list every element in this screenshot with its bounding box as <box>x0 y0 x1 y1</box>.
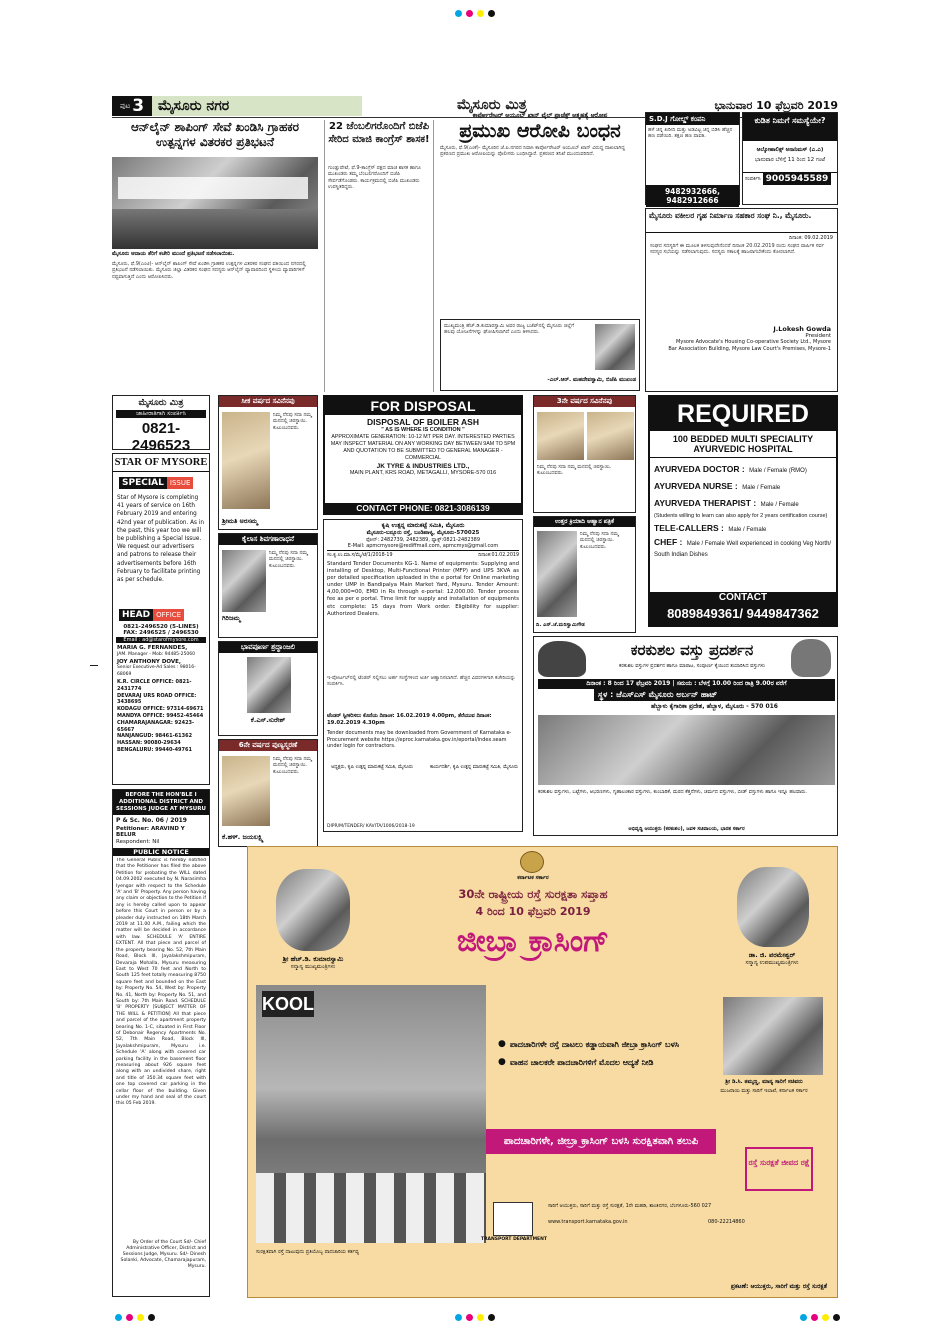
craft-title: ಕರಕುಶಲ ವಸ್ತು ಪ್ರದರ್ಶನ <box>630 641 754 659</box>
coop-title: ಮೈಸೂರು ವಕೀಲರ ಗೃಹ ನಿರ್ಮಾಣ ಸಹಕಾರ ಸಂಘ ನಿ., ಮೈಸೂರು. <box>646 209 837 233</box>
craft-venue: ಸ್ಥಳ : ಜೆಎಸ್‌ಎಸ್ ಮೈಸೂರು ಅರ್ಬನ್ ಹಾಟ್ <box>594 689 835 701</box>
obit-photo <box>222 412 270 509</box>
contact-line: BENGALURU: 99440-49761 <box>117 746 192 753</box>
govt-label: ಕರ್ನಾಟಕ ಸರ್ಕಾರ <box>517 875 549 881</box>
obit-photo <box>537 412 584 460</box>
tender-date: ದಿನಾಂಕ:01.02.2019 <box>478 553 519 558</box>
ad-for-disposal <box>323 395 523 515</box>
ad-star-of-mysore <box>112 453 210 785</box>
contact-line: MANDYA OFFICE: 99452-45464 <box>117 712 204 719</box>
zebra-stripes <box>256 1173 486 1243</box>
craft-sub: ಕರಕುಶಲ ವಸ್ತುಗಳ ಪ್ರದರ್ಶನ ಹಾಗೂ ಮಾರಾಟ, ಸಂಪೂರ್ಣ ಕೈಯಿಂದ ತಯಾರಿಸಿದ ವಸ್ತುಗಳು <box>618 663 766 669</box>
govt-emblem <box>520 851 544 873</box>
story-kicker: ಕಾರ್ಪೋರೇಟರ್ ಅಯೂಬ್ ಖಾನ್ ವೈಲ್ ಪ್ರಾಜೆಕ್ಟ್ ಆತ್ಮಹತ್ಯೆ ಆರೋಪ <box>472 112 608 119</box>
required-note: (Students willing to learn can also apply for 2 years certification course) <box>654 513 828 519</box>
obituary-1 <box>218 395 318 530</box>
bullet-2: ವಾಹನ ಚಾಲಕರೇ ಪಾದಚಾರಿಗಳಿಗೆ ಮೊದಲ ಆದ್ಯತೆ ನೀಡಿ <box>509 1058 654 1067</box>
disposal-addr: MAIN PLANT, KRS ROAD, METAGALLI, MYSORE-570 016 <box>349 470 497 476</box>
contact-line: MARIA G. FERNANDES, <box>117 645 188 651</box>
badge-brand: ಮೈಸೂರು ಮಿತ್ರ <box>138 398 184 408</box>
sdj-phones: 9482932666, 9482912666 <box>646 185 739 207</box>
obituary-2 <box>218 533 318 638</box>
court-public-notice <box>112 789 210 1297</box>
tender-dates: ಟೆಂಡರ್ ಸ್ವೀಕರಿಸಲು ಕೊನೆಯ ದಿನಾಂಕ: 16.02.2019 4.00pm, ತೆರೆಯುವ ದಿನಾಂಕ: 19.02.2019 4.30pm <box>327 713 492 726</box>
bullet-1: ಪಾದಚಾರಿಗಳೇ ರಸ್ತೆ ದಾಟಲು ಕಡ್ಡಾಯವಾಗಿ ಜೀಬ್ರಾ ಕ್ರಾಸಿಂಗ್ ಬಳಸಿ <box>509 1040 680 1049</box>
disposal-sub: DISPOSAL OF BOILER ASH <box>367 417 479 427</box>
caption-strip: ಸುರಕ್ಷಿತವಾಗಿ ರಸ್ತೆ ದಾಟುವುದು ಪ್ರತಿಯೊಬ್ಬ ಪಾದಚಾರಿಯ ಕರ್ತವ್ಯ <box>256 1249 359 1255</box>
pot-graphic <box>791 639 831 677</box>
contact-line: K.R. CIRCLE OFFICE: 0821-2431774 <box>117 678 192 692</box>
minister-name: ಶ್ರೀ ಡಿ.ಸಿ. ತಮ್ಮಣ್ಣ, ಮಾನ್ಯ ಸಾರಿಗೆ ಸಚಿವರು <box>725 1079 803 1085</box>
star-logo: STAR OF MYSORE <box>113 454 209 472</box>
quote-byline: -ಎಲ್.ಆರ್. ಮಹದೇವಸ್ವಾಮಿ, ಬಿಜೆಪಿ ಮುಖಂಡ <box>547 377 636 383</box>
protest-photo <box>112 157 318 249</box>
page-prefix: ಪುಟ <box>119 101 131 110</box>
quote-portrait <box>595 324 635 370</box>
court-sign: By Order of the Court Sd/- Chief Administrative Officer, District and Sessions Judge, Mysuru. Sd/- Dinesh Solanki, Advocate, Chamarajapuram, Mysuru. <box>120 1240 206 1269</box>
contact-line: DEVARAJ URS ROAD OFFICE: 3438695 <box>117 692 197 706</box>
court-notice-heading: PUBLIC NOTICE <box>113 848 209 856</box>
special-label: SPECIAL <box>119 477 167 489</box>
obituary-4 <box>218 739 318 847</box>
obituary-6 <box>533 516 636 633</box>
contact-line: CHAMARAJANAGAR: 92423-65667 <box>117 719 195 733</box>
disposal-title: FOR DISPOSAL <box>325 397 521 415</box>
craft-addr: ಹೆಬ್ಬಾಳು ಕೈಗಾರಿಕಾ ಪ್ರದೇಶ, ಹೆಬ್ಬಾಳ, ಮೈಸೂರು - 570 016 <box>651 703 778 710</box>
obit-name: ಕೆ.ಹಳ್. ಜಯಲಕ್ಷ್ಮಿ <box>222 833 264 841</box>
head-tag: OFFICE <box>153 609 184 621</box>
required-sub2: AYURVEDIC HOSPITAL <box>650 444 836 458</box>
obit-photo <box>587 412 634 460</box>
ad-craft-exhibition <box>533 636 838 836</box>
head-label: HEAD <box>119 609 153 621</box>
obit-text: ನಿಮ್ಮ ನೆನಪು ಸದಾ ನಮ್ಮ ಮನದಲ್ಲಿ ಚಿರಸ್ಥಾಯಿ. ಕುಟುಂಬದವರು. <box>273 412 312 431</box>
story-bjp-joining <box>324 120 434 392</box>
role-detail: Male / Female <box>742 485 781 491</box>
tender-sign-right: ಕಾರ್ಯದರ್ಶಿ, ಕೃಷಿ ಉತ್ಪನ್ನ ಮಾರುಕಟ್ಟೆ ಸಮಿತಿ, ಮೈಸೂರು <box>429 764 519 770</box>
court-title: BEFORE THE HON'BLE I ADDITIONAL DISTRICT AND SESSIONS JUDGE AT MYSURU <box>113 790 209 815</box>
badge-sub: ಜಾಹೀರಾತಿಗಾಗಿ ಸಂಪರ್ಕಿಸಿ <box>116 410 206 418</box>
aa-sub1: ಆಲ್ಕೋಹಾಲಿಕ್ಸ್ ಅನಾನಿಮಸ್ (ಎ.ಎ) <box>756 147 824 153</box>
tender-dipr: DIPR/M/TENDER/ KAVITA/1006/2018-19 <box>327 824 415 829</box>
page-number-block <box>112 96 152 116</box>
court-petitioner: Petitioner: ARAVIND Y BELUR <box>116 826 185 838</box>
star-fax: FAX: 2496525 / 2496530 <box>123 630 199 636</box>
aa-phone: 9005945589 <box>763 173 832 185</box>
dcm-portrait <box>737 867 809 947</box>
dcm-title: ಸನ್ಮಾನ್ಯ ಉಪಮುಖ್ಯಮಂತ್ರಿಗಳು <box>745 960 799 966</box>
dcm-name: ಡಾ. ಜಿ. ಪರಮೇಶ್ವರ್ <box>748 951 796 959</box>
star-phones: 0821-2496520 (5-LINES) <box>123 624 199 630</box>
story-headline: 22 ಜೆಂಬಲಿಗರೊಂದಿಗೆ ಬಿಜೆಪಿ ಸೇರಿದ ಮಾಜಿ ಕಾಂಗ್ರೆಸ್ ಶಾಸಕ! <box>328 121 430 145</box>
required-title: REQUIRED <box>650 397 836 431</box>
obit-text: ನಿಮ್ಮ ನೆನಪು ಸದಾ ನಮ್ಮ ಮನದಲ್ಲಿ ಚಿರಸ್ಥಾಯಿ. ಕುಟುಂಬದವರು. <box>269 550 308 569</box>
bottom-banner: ಪಾದಚಾರಿಗಳೇ, ಜೀಬ್ರಾ ಕ್ರಾಸಿಂಗ್ ಬಳಸಿ ಸುರಕ್ಷಿತವಾಗಿ ತಲುಪಿ <box>486 1129 716 1154</box>
obit-title: ಭಾವಪೂರ್ಣ ಶ್ರದ್ಧಾಂಜಲಿ <box>219 642 317 653</box>
disposal-quote: " AS IS WHERE IS CONDITION " <box>381 427 465 433</box>
role-detail: Male / Female <box>760 502 799 508</box>
court-case: P & Sc. No. 06 / 2019 <box>116 817 187 824</box>
contact-line: KODAGU OFFICE: 97314-69671 <box>117 706 204 713</box>
zebra-headline: ಜೀಬ್ರಾ ಕ್ರಾಸಿಂಗ್ <box>456 924 610 959</box>
court-body: The General Public is hereby notified that the Petitioner has filed the above Petition for probating the WILL dated 04.09.2002 executed by N. Narasimha Iyengar with respect to the Schedule 'A' and 'B' Property. Any person having any claim or objection to the Petition if any is hereby called upon to appear before this Court in person or by a pleader duly instructed on 18th March 2019 at 11.00 A.M., failing which the matter will be decided in accordance with law. SCHEDULE 'A' ENTIRE EXTENT. All that piece and parcel of the property bearing No. 52, 7th Main Road, Block III, Jayalakshmipuram, Devaraja Mohalla, Mysuru measuring East to West 70 feet and North to South 125 feet totally measuring 8750 square feet and bounded on the East by: Property No. 54, West by: Property No. 41, North by: Property No. 51, and South by: 7th Main Road. SCHEDULE 'B' PROPERTY [SUBJECT MATTER OF THE WILL & PETITION] All that piece and parcel of the apartment property bearing No. 1-C, situated in First Floor of Debonair Regency Apartments No. 52, 7th Main Road, Block III, Jayalakshmipuram, Mysuru i.e. Schedule 'A' along with covered car parking facility in the basement floor measuring about 926 square feet along with an undivided share, right and title of 350.34 square feet with one top covered car parking in the cellar floor of the building. Given under my hand and seal of the court this 05 Feb 2019. <box>116 858 206 1107</box>
role-detail: Male / Female (RMO) <box>749 468 807 474</box>
sdj-title: S.D.J ಗೋಲ್ಡ್ ಕಂಪನಿ <box>646 113 739 125</box>
contact-line: HASSAN: 90080-29634 <box>117 740 181 747</box>
quote-body: ಮುಖ್ಯಮಂತ್ರಿ ಹೆಚ್.ಡಿ.ಕುಮಾರಸ್ವಾಮಿ ಅವರ ರಾಜ್ಯ ಬಜೆಟ್‌ನಲ್ಲಿ ಮೈಸೂರು ಜಿಲ್ಲೆಗೆ ಹಲವು ಯೋಜನೆಗಳನ್ನು ಘೋಷಿಸಲಾಗಿದೆ ಎಂದು ತಿಳಿಸಿದರು. <box>444 323 575 336</box>
section-title: ಮೈಸೂರು ನಗರ <box>158 98 230 114</box>
required-contact-label: CONTACT <box>650 592 836 603</box>
contact-line: JOY ANTHONY DOVE, <box>117 658 182 665</box>
obit-photo <box>247 657 291 713</box>
disposal-body: APPROXIMATE GENERATION: 10-12 MT PER DAY. INTERESTED PARTIES MAY INSPECT MATERIAL ON ANY WORKING DAY BETWEEN 9AM TO 5PM AND QUOTATION TO BE SUBMITTED TO GENERAL MANAGER - COMMERCIAL <box>330 434 516 461</box>
ad-road-safety <box>247 846 838 1298</box>
contact-line: JAM. Manager - Mob: 94485-25060 <box>117 651 195 657</box>
craft-items: ಕರಕುಶಲ ವಸ್ತುಗಳು, ಬಟ್ಟೆಗಳು, ಆಭರಣಗಳು, ಗೃಹಾಲಂಕಾರ ವಸ್ತುಗಳು, ಕುಂಬಾರಿಕೆ, ಮರದ ಕೆತ್ತನೆಗಳು, ಚರ್ಮದ ವಸ್ತುಗಳು, ಬೀಡ್ ವಸ್ತುಗಳು ಹಾಗೂ ಇನ್ನೂ ಹಲವಾರು. <box>538 789 807 795</box>
obit-name: ಶ್ರೀಮತಿ ಅರಸಮ್ಮ <box>222 517 258 525</box>
star-contacts <box>113 644 209 755</box>
role-label: AYURVEDA THERAPIST : <box>654 498 757 508</box>
tender-phone: ಫೋನ್: 2482739, 2482389, ಫ್ಯಾಕ್ಸ್:0821-2482389 <box>365 537 481 543</box>
tender-apmc: ಕೃಷಿ ಉತ್ಪನ್ನ ಮಾರುಕಟ್ಟೆ ಸಮಿತಿ, ಮೈಸೂರು ಮೈಸೂರು-ಬನ್ನೂರು ರಸ್ತೆ, ಬಂಡಿಪಾಳ್ಯ, ಮೈಸೂರು-570025 ಫೋನ್: 2482739, 2482389, ಫ್ಯಾಕ್ಸ್:0821-2482389 E-Mail: apmcmysore@rediffmail.com, apmcmys@gmail.com ಸಂ.ಕೃ.ಉ.ಮಾ.ಸ/ಮೈ/ಟೆ/1/2018-19 ದಿನಾಂಕ:01.02.2019 Standard Tender Documents KG-1. Name of equipments: Supplying and installing of Desktop, Multi-Functional Printer (MFP) and UPS 3KVA as per detailed specification uploaded in the e portal for Online marketing under UMP in Bandipalya Main Market Yard, Mysuru. Tender Amount: 4,00,000=00, EMD in Rs through e-portal: 12,000.00. Tender process fee as per e portal. Time limit for supply and installation of equipments etc complete: 15 days from Work order. Eligibility for supplier: Authorized Dealers. ಇ-ಪೋರ್ಟಲ್‌ನಲ್ಲಿ ಟೆಂಡರ್ ಸಲ್ಲಿಸಲು ಅರ್ಹ ಸಂಸ್ಥೆಗಳಿಂದ ಅರ್ಜಿ ಆಹ್ವಾನಿಸಲಾಗಿದೆ. ಹೆಚ್ಚಿನ ವಿವರಗಳಿಗಾಗಿ ಕಚೇರಿಯನ್ನು ಸಂಪರ್ಕಿಸಿ. ಟೆಂಡರ್ ಸ್ವೀಕರಿಸಲು ಕೊನೆಯ ದಿನಾಂಕ: 16.02.2019 4.00pm, ತೆರೆಯುವ ದಿನಾಂಕ: 19.02.2019 4.30pm Tender documents may be downloaded from Government of Karnataka e-Procurement website https://eproc.karnataka.gov.in/eportal/index.seam under login for contractors. ಅಧ್ಯಕ್ಷರು, ಕೃಷಿ ಉತ್ಪನ್ನ ಮಾರುಕಟ್ಟೆ ಸಮಿತಿ, ಮೈಸೂರು ಕಾರ್ಯದರ್ಶಿ, ಕೃಷಿ ಉತ್ಪನ್ನ ಮಾರುಕಟ್ಟೆ ಸಮಿತಿ, ಮೈಸೂರು DIPR/M/TENDER/ KAVITA/1006/2018-19 <box>323 519 523 832</box>
cm-title: ಸನ್ಮಾನ್ಯ ಮುಖ್ಯಮಂತ್ರಿಗಳು <box>290 964 336 970</box>
footer-sponsor: ಪ್ರಕಟಣೆ: ಆಯುಕ್ತರು, ಸಾರಿಗೆ ಮತ್ತು ರಸ್ತೆ ಸುರಕ್ಷತೆ <box>730 1283 827 1290</box>
story-body: ಮೈಸೂರು, ಫೆ.9(ಎಂಕೆ)- ಮೈಸೂರಿನ ಜೆ.ಪಿ.ನಗರದ ನಿವಾಸಿ ಕಾರ್ಪೋರೇಟರ್ ಅಯೂಬ್ ಖಾನ್ ವಿರುದ್ಧ ದಾಖಲಾಗಿದ್ದ ಪ್ರಕರಣದ ಪ್ರಮುಖ ಆರೋಪಿಯನ್ನು ಪೊಲೀಸರು ಬಂಧಿಸಿದ್ದಾರೆ. ಪ್ರಕರಣದ ತನಿಖೆ ಮುಂದುವರಿದಿದೆ. <box>440 145 625 158</box>
obit-name: ಕೆ.ಎಸ್.ಸುರೇಶ್ <box>250 716 286 724</box>
contact-line: NANJANGUD: 98461-61362 <box>117 733 193 740</box>
footer-web: www.transport.karnataka.gov.in <box>548 1219 628 1225</box>
craft-collage <box>538 715 835 785</box>
story-headline: ಆನ್‌ಲೈನ್ ಶಾಪಿಂಗ್ ಸೇವೆ ಖಂಡಿಸಿ ಗ್ರಾಹಕರ ಉತ್ಪನ್ನಗಳ ವಿತರಕರ ಪ್ರತಿಭಟನೆ <box>130 120 300 149</box>
minister-title: ಮುಜರಾಯಿ ಮತ್ತು ಸಾರಿಗೆ ಇಲಾಖೆ, ಕರ್ನಾಟಕ ಸರ್ಕಾರ <box>720 1088 808 1094</box>
color-registration-bottom-center <box>455 1314 499 1321</box>
masthead: ಮೈಸೂರು ಮಿತ್ರ <box>457 97 527 113</box>
tender-sign-left: ಅಧ್ಯಕ್ಷರು, ಕೃಷಿ ಉತ್ಪನ್ನ ಮಾರುಕಟ್ಟೆ ಸಮಿತಿ, ಮೈಸೂರು <box>331 764 413 770</box>
badge-phone: 0821-2496523 <box>131 420 191 454</box>
story-headline: ಪ್ರಮುಖ ಆರೋಪಿ ಬಂಧನ <box>459 120 621 142</box>
craft-dates: ದಿನಾಂಕ : 8 ರಿಂದ 17 ಫೆಬ್ರವರಿ 2019 | ಸಮಯ : ಬೆಳಗ್ಗೆ 10.00 ರಿಂದ ರಾತ್ರಿ 9.00ರ ವರೆಗೆ <box>538 679 835 689</box>
safety-bullets: ● ಪಾದಚಾರಿಗಳೇ ರಸ್ತೆ ದಾಟಲು ಕಡ್ಡಾಯವಾಗಿ ಜೀಬ್ರಾ ಕ್ರಾಸಿಂಗ್ ಬಳಸಿ ● ವಾಹನ ಚಾಲಕರೇ ಪಾದಚಾರಿಗಳಿಗೆ ಮೊದಲ ಆದ್ಯತೆ ನೀಡಿ <box>498 1039 680 1067</box>
event-dates: 4 ರಿಂದ 10 ಫೆಬ್ರವರಿ 2019 <box>475 905 591 918</box>
obit-name: ಗಿರಿಜಮ್ಮ <box>222 614 241 622</box>
tender-email: E-Mail: apmcmysore@rediffmail.com, apmcmys@gmail.com <box>327 543 519 551</box>
ad-required-ayurvedic <box>648 395 838 627</box>
obit-title: 6ನೇ ವರ್ಷದ ಪುಣ್ಯಸ್ಮರಣೆ <box>219 740 317 751</box>
craft-org: ಅಭಿವೃದ್ಧಿ ಆಯುಕ್ತರು (ಕರಕುಶಲ), ಜವಳಿ ಸಚಿವಾಲಯ, ಭಾರತ ಸರ್ಕಾರ <box>628 826 745 832</box>
page-date: ಭಾನುವಾರ 10 ಫೆಬ್ರವರಿ 2019 <box>714 99 838 112</box>
crop-mark <box>90 665 98 666</box>
tender-title2: ಮೈಸೂರು-ಬನ್ನೂರು ರಸ್ತೆ, ಬಂಡಿಪಾಳ್ಯ, ಮೈಸೂರು-570025 <box>366 530 480 536</box>
obit-title: ಉತ್ತರ ಕ್ರಿಯಾದಿ ಆಹ್ವಾನ ಪತ್ರಿಕೆ <box>534 517 635 527</box>
obit-photo <box>537 531 577 617</box>
role-label: AYURVEDA DOCTOR : <box>654 464 745 474</box>
story-body: ಮೈಸೂರು, ಫೆ.9(ಎಂಟಿ)- ಆನ್‌ಲೈನ್ ಶಾಪಿಂಗ್ ಸೇವೆ ಖಂಡಿಸಿ ಗ್ರಾಹಕರ ಉತ್ಪನ್ನಗಳ ವಿತರಕರ ಸಂಘದ ವತಿಯಿಂದ ನಗರದಲ್ಲಿ ಪ್ರತಿಭಟನೆ ನಡೆಸಲಾಯಿತು. ಮೈಸೂರು ಜಿಲ್ಲಾ ವಿತರಕರ ಸಂಘದ ಸದಸ್ಯರು ಆನ್‌ಲೈನ್ ವ್ಯಾಪಾರದಿಂದ ಸ್ಥಳೀಯ ವ್ಯಾಪಾರಿಗಳಿಗೆ ನಷ್ಟವಾಗುತ್ತಿದೆ ಎಂದು ಆರೋಪಿಸಿದರು. <box>112 261 306 280</box>
aa-sub2: ಭಾನುವಾರ ಬೆಳಿಗ್ಗೆ 11 ರಿಂದ 12 ಗಂಟೆ <box>754 157 826 163</box>
special-text: Star of Mysore is completing 41 years of service on 16th February 2019 and entering 42nd year of publication. As in the past, this year too we will be publishing a Special Issue. We request our advertisers and patrons to release their advertisements before 16th February to facilitate printing as per schedule. <box>117 495 205 584</box>
tender-footer: Tender documents may be downloaded from Government of Karnataka e-Procurement website https://eproc.karnataka.gov.in/eportal/index.seam under login for contractors. <box>327 730 512 750</box>
coop-date: ದಿನಾಂಕ: 09.02.2019 <box>788 235 833 241</box>
required-sub1: 100 BEDDED MULTI SPECIALITY <box>672 434 814 444</box>
notice-advocates-coop: ಮೈಸೂರು ವಕೀಲರ ಗೃಹ ನಿರ್ಮಾಣ ಸಹಕಾರ ಸಂಘ ನಿ., ಮೈಸೂರು. ದಿನಾಂಕ: 09.02.2019 ಸಂಘದ ಸದಸ್ಯರಿಗೆ ಈ ಮೂಲಕ ತಿಳಿಸುವುದೇನೆಂದರೆ ದಿನಾಂಕ 20.02.2019 ರಂದು ಸಂಘದ ವಾರ್ಷಿಕ ಸರ್ವ ಸದಸ್ಯರ ಸಭೆಯನ್ನು ನಡೆಸಲಾಗುವುದು. ಸದಸ್ಯರು ಸಕಾಲಕ್ಕೆ ಹಾಜರಾಗಬೇಕೆಂದು ಕೋರಲಾಗಿದೆ. J.Lokesh Gowda President Mysore Advocate's Housing Co-operative Society Ltd., Mysore Bar Association Building, Mysore Law Court's Premises, Mysore-1 <box>645 208 838 392</box>
safety-stamp: ರಸ್ತೆ ಸುರಕ್ಷತೆ ಜೀವದ ರಕ್ಷೆ <box>745 1147 813 1191</box>
obit-title: ಸೀಕ ವರ್ಷದ ಸವಿನೆನಪು <box>219 396 317 407</box>
elephant-graphic <box>538 641 586 677</box>
dept-label: TRANSPORT DEPARTMENT <box>481 1237 547 1242</box>
obit-title: ಕೈಲಾಸ ಶಿವಗಣಾರಾಧನೆ <box>219 534 317 545</box>
tender-title1: ಕೃಷಿ ಉತ್ಪನ್ನ ಮಾರುಕಟ್ಟೆ ಸಮಿತಿ, ಮೈಸೂರು <box>381 522 465 529</box>
obituary-5 <box>533 395 636 513</box>
story-body: ಗುಂಡ್ಲುಪೇಟೆ, ಫೆ.9-ಕಾಂಗ್ರೆಸ್ ಪಕ್ಷದ ಮಾಜಿ ಶಾಸಕ ಹಾಗೂ ಮುಖಂಡರು ತಮ್ಮ ಬೆಂಬಲಿಗರೊಂದಿಗೆ ಬಿಜೆಪಿ ಸೇರ್ಪಡೆಗೊಂಡರು. ಕಾರ್ಯಕ್ರಮದಲ್ಲಿ ಬಿಜೆಪಿ ಮುಖಂಡರು ಉಪಸ್ಥಿತರಿದ್ದರು. <box>328 165 421 191</box>
minister-portrait <box>723 997 823 1075</box>
story-arrest <box>440 112 640 392</box>
obit-photo <box>222 550 266 612</box>
role-detail: Male / Female Well experienced in cooking Veg North/ South Indian Dishes <box>654 541 832 558</box>
disposal-contact: CONTACT PHONE: 0821-3086139 <box>325 503 521 513</box>
page-number: 3 <box>132 96 145 116</box>
required-contact: 8089849361/ 9449847362 <box>650 603 836 625</box>
disposal-company: JK TYRE & INDUSTRIES LTD., <box>376 463 470 470</box>
event-title: 30ನೇ ರಾಷ್ಟ್ರೀಯ ರಸ್ತೆ ಸುರಕ್ಷತಾ ಸಪ್ತಾಹ <box>458 887 608 901</box>
shop-sign: KOOL <box>262 991 314 1017</box>
aa-title: ಕುಡಿತ ನಿಮಗೆ ಸಮಸ್ಯೆಯೇ? <box>743 113 837 141</box>
color-registration-bottom-right <box>800 1314 844 1321</box>
coop-signer-title: President <box>805 333 831 339</box>
footer-address: ಸಾರಿಗೆ ಆಯುಕ್ತರು, ಸಾರಿಗೆ ಮತ್ತು ರಸ್ತೆ ಸುರಕ್ಷತೆ, 1ನೇ ಮಹಡಿ, ಶಾಂತಿನಗರ, ಬೆಂಗಳೂರು-560 027 <box>548 1203 712 1209</box>
contact-line: Senior Executive-Ad Sales : 98016-68069 <box>117 665 196 678</box>
cm-portrait <box>276 869 350 951</box>
obit-name: ದಿ. ಎನ್.ಜೆ.ಮರಿಸ್ವಾಮಿಗೌಡ <box>536 622 585 628</box>
story-online-shopping <box>112 120 318 392</box>
section-title-bar <box>152 96 362 116</box>
aa-phone-label: ಸಂಪರ್ಕಿಸಿ <box>745 176 761 182</box>
quote-box <box>440 319 640 391</box>
star-email: Email : ad@starofmysore.com <box>116 637 206 643</box>
role-label: CHEF : <box>654 537 683 547</box>
obit-text: ನಿಮ್ಮ ನೆನಪು ಸದಾ ನಮ್ಮ ಮನದಲ್ಲಿ ಚಿರಸ್ಥಾಯಿ. ಕುಟುಂಬದವರು. <box>537 464 612 477</box>
role-detail: Male / Female <box>728 527 767 533</box>
street-photo <box>256 985 486 1243</box>
role-label: AYURVEDA NURSE : <box>654 481 738 491</box>
coop-org: Mysore Advocate's Housing Co-operative Society Ltd., Mysore <box>676 339 831 345</box>
dept-logo <box>493 1202 533 1236</box>
tender-ref: ಸಂ.ಕೃ.ಉ.ಮಾ.ಸ/ಮೈ/ಟೆ/1/2018-19 <box>327 553 393 558</box>
color-registration-bottom-left <box>115 1314 159 1321</box>
obituary-3 <box>218 641 318 736</box>
court-respondent: Respondent: Nil <box>116 839 160 845</box>
ad-alcoholics-anonymous <box>742 112 838 205</box>
coop-signer: J.Lokesh Gowda <box>773 325 831 333</box>
photo-caption: ಮೈಸೂರು ಆದಾಯ ತೆರಿಗೆ ಕಚೇರಿ ಮುಂದೆ ಪ್ರತಿಭಟನೆ ನಡೆಸಲಾಯಿತು. <box>112 251 235 257</box>
ad-classified-contact <box>112 395 210 454</box>
obit-title: 3ನೇ ವರ್ಷದ ಸವಿನೆನಪು <box>534 396 635 407</box>
obit-text: ನಿಮ್ಮ ನೆನಪು ಸದಾ ನಮ್ಮ ಮನದಲ್ಲಿ ಚಿರಸ್ಥಾಯಿ. ಕುಟುಂಬದವರು. <box>273 756 312 775</box>
special-tag: ISSUE <box>167 477 194 489</box>
cm-name: ಶ್ರೀ ಹೆಚ್.ಡಿ. ಕುಮಾರಸ್ವಾಮಿ <box>282 955 344 963</box>
ad-sdj-gold: S.D.J ಗೋಲ್ಡ್ ಕಂಪನಿ ಹಳೆ ಚಿನ್ನ ಖರೀದಿ ಮತ್ತು ಅಡವಿಟ್ಟ ಚಿನ್ನ ಬಿಡಿಸಿ ಹೆಚ್ಚಿನ ಹಣ ಪಡೆಯಿರಿ. ತಕ್ಷಣ ಹಣ ಪಾವತಿ. 9482932666, 9482912666 <box>645 112 740 205</box>
coop-addr: Bar Association Building, Mysore Law Court's Premises, Mysore-1 <box>668 345 831 352</box>
obit-photo <box>222 756 270 826</box>
obit-text: ನಿಮ್ಮ ನೆನಪು ಸದಾ ನಮ್ಮ ಮನದಲ್ಲಿ ಚಿರಸ್ಥಾಯಿ. ಕುಟುಂಬದವರು. <box>580 531 619 550</box>
color-registration-top <box>455 10 499 17</box>
footer-phone: 080-22214860 <box>708 1219 745 1225</box>
role-label: TELE-CALLERS : <box>654 523 724 533</box>
tender-body: Standard Tender Documents KG-1. Name of equipments: Supplying and installing of Desktop, Multi-Functional Printer (MFP) and UPS 3KVA as per detailed specification uploaded in the e portal for Online marketing under UMP in Bandipalya Main Market Yard, Mysuru. Tender Amount: 4,00,000=00, EMD in Rs through e-portal: 12,000.00. Tender process fee as per e portal. Time limit for supply and installation of equipments etc complete: 15 days from Work order. Eligibility for supplier: Authorized Dealers. <box>327 561 519 617</box>
